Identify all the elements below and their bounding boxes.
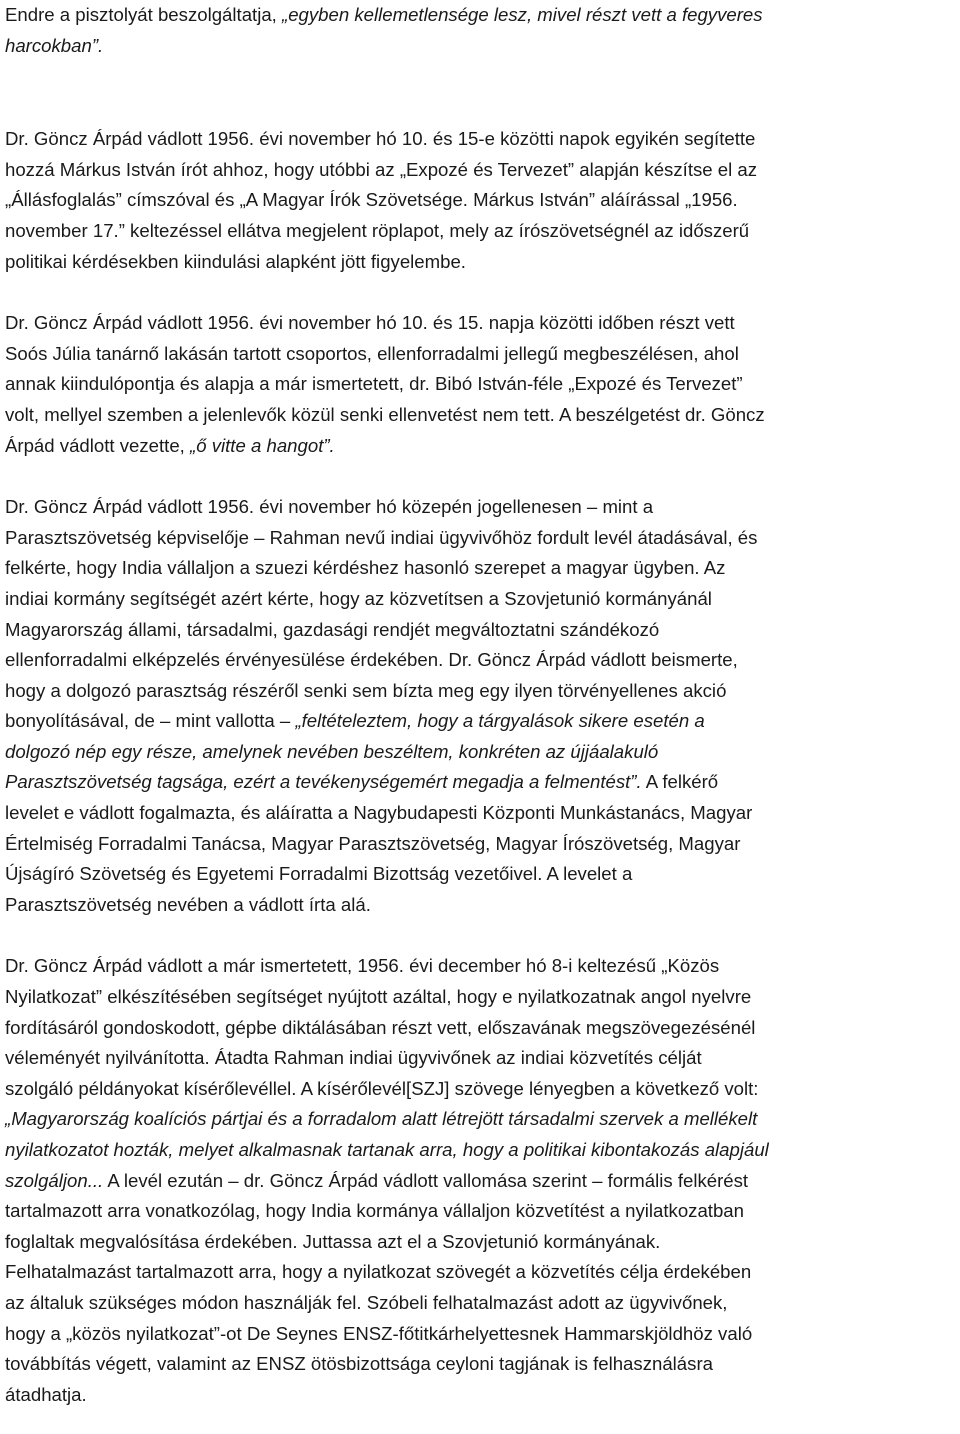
text-run: Parasztszövetség képviselője – Rahman nevű indiai ügyvivőhöz fordult levél átadásával, és [5, 526, 758, 548]
text-line [5, 1349, 960, 1380]
text-run: véleményét nyilvánította. Átadta Rahman indiai ügyvivőnek az indiai közvetítés célját [5, 1047, 702, 1069]
text-run: volt, mellyel szemben a jelenlevők közül senki ellenvetést nem tett. A beszélgetést dr. Göncz [5, 403, 765, 425]
text-line [5, 1166, 960, 1197]
italic-text-run: nyilatkozatot hozták, melyet alkalmasnak tartanak arra, hogy a politikai kibontakozás alapjául [5, 1139, 769, 1160]
text-run: november 17.” keltezéssel ellátva megjelent röplapot, mely az írószövetségnél az időszerű [5, 219, 750, 241]
text-run: Árpád vádlott vezette, [5, 434, 191, 456]
text-run: Újságíró Szövetség és Egyetemi Forradalmi Bizottság vezetőivel. A levelet a [5, 863, 633, 885]
text-run: Endre a pisztolyát beszolgáltatja, [5, 4, 282, 25]
text-line [5, 369, 960, 400]
text-line [5, 216, 960, 247]
italic-text-run: „feltételeztem, hogy a tárgyalások sikere esetén a [295, 710, 705, 732]
paragraph-p4 [5, 492, 960, 920]
text-run: levelet e vádlott fogalmazta, és aláíratta a Nagybudapesti Központi Munkástanács, Magyar [5, 802, 753, 824]
text-line [5, 890, 960, 921]
text-line [5, 155, 960, 186]
text-run: Dr. Göncz Árpád vádlott 1956. évi november hó közepén jogellenesen – mint a [5, 496, 654, 518]
text-run: az általuk szükséges módon használják fel. Szóbeli felhatalmazást adott az ügyvivőnek, [5, 1291, 728, 1313]
paragraph-p1 [5, 0, 960, 61]
text-run: fordításáról gondoskodott, gépbe diktálásában részt vett, előszavának megszövegezésénél [5, 1016, 756, 1038]
text-line [5, 553, 960, 584]
text-run: átadhatja. [5, 1383, 87, 1405]
text-line [5, 676, 960, 707]
italic-text-run: „egyben kellemetlensége lesz, mivel részt vett a fegyveres [282, 4, 763, 25]
text-line [5, 1043, 960, 1074]
text-run: indiai kormány segítségét azért kérte, hogy az közvetítsen a Szovjetunió kormányánál [5, 587, 712, 609]
paragraph-gap [5, 277, 960, 308]
text-line [5, 124, 960, 155]
italic-text-run: „Magyarország koalíciós pártjai és a forradalom alatt létrejött társadalmi szervek a mellékelt [5, 1108, 758, 1130]
text-run: hozzá Márkus István írót ahhoz, hogy utóbbi az „Expozé és Tervezet” alapján készítse el az [5, 158, 758, 180]
italic-text-run: szolgáljon... [5, 1169, 104, 1191]
text-line [5, 829, 960, 860]
paragraph-p2 [5, 124, 960, 277]
text-line [5, 1013, 960, 1044]
text-line [5, 615, 960, 646]
paragraph-gap [5, 920, 960, 951]
text-run: hogy a dolgozó parasztság részéről senki sem bízta meg egy ilyen törvényellenes akció [5, 679, 727, 701]
italic-text-run: „ő vitte a hangot”. [190, 434, 335, 456]
italic-text-run: harcokban”. [5, 34, 104, 56]
text-run: továbbítás végett, valamint az ENSZ ötösbizottsága ceyloni tagjának is felhasználásra [5, 1353, 713, 1375]
text-line [5, 767, 960, 798]
text-run: „Állásfoglalás” címszóval és „A Magyar Írók Szövetsége. Márkus István” aláírással „1956. [5, 189, 738, 211]
text-line [5, 982, 960, 1013]
text-run: szolgáló példányokat kísérőlevéllel. A kísérőlevél[SZJ] szövege lényegben a következő volt: [5, 1077, 759, 1099]
text-run: tartalmazott arra vonatkozólag, hogy India kormánya vállaljon közvetítést a nyilatkozatban [5, 1200, 744, 1222]
text-run: Értelmiség Forradalmi Tanácsa, Magyar Parasztszövetség, Magyar Írószövetség, Magyar [5, 832, 741, 854]
paragraph-gap [5, 461, 960, 492]
text-line [5, 951, 960, 982]
text-run: Felhatalmazást tartalmazott arra, hogy a nyilatkozat szövegét a közvetítés célja érdekében [5, 1261, 752, 1283]
document-page [5, 0, 960, 1410]
text-line [5, 1319, 960, 1350]
paragraph-p5 [5, 951, 960, 1410]
text-run: hogy a „közös nyilatkozat”-ot De Seynes ENSZ-főtitkárhelyettesnek Hammarskjöldhöz való [5, 1322, 753, 1344]
text-line [5, 523, 960, 554]
text-run: Dr. Göncz Árpád vádlott 1956. évi november hó 10. és 15. napja közötti időben részt vett [5, 312, 735, 334]
text-run: felkérte, hogy India vállaljon a szuezi kérdéshez hasonló szerepet a magyar ügyben. Az [5, 557, 726, 579]
text-line [5, 308, 960, 339]
text-line [5, 1135, 960, 1166]
text-run: Magyarország állami, társadalmi, gazdasági rendjét megváltoztatni szándékozó [5, 618, 660, 640]
text-line [5, 492, 960, 523]
text-run: Soós Júlia tanárnő lakásán tartott csoportos, ellenforradalmi jellegű megbeszélésen, ahol [5, 342, 739, 364]
text-line [5, 185, 960, 216]
text-line [5, 247, 960, 278]
text-line [5, 1196, 960, 1227]
text-line [5, 1257, 960, 1288]
text-line [5, 798, 960, 829]
text-run: foglaltak megvalósítása érdekében. Juttassa azt el a Szovjetunió kormányának. [5, 1230, 661, 1252]
text-run: Dr. Göncz Árpád vádlott 1956. évi november hó 10. és 15-e közötti napok egyikén segítette [5, 128, 756, 150]
text-line [5, 1227, 960, 1258]
text-line [5, 584, 960, 615]
paragraph-gap [5, 61, 960, 124]
text-run: Dr. Göncz Árpád vádlott a már ismertetett, 1956. évi december hó 8-i keltezésű „Közös [5, 955, 720, 977]
italic-text-run: Parasztszövetség tagsága, ezért a tevékenységemért megadja a felmentést”. [5, 771, 642, 793]
text-run: Nyilatkozat” elkészítésében segítséget nyújtott azáltal, hogy e nyilatkozatnak angol nyelvre [5, 986, 752, 1008]
text-line [5, 1288, 960, 1319]
text-run: bonyolításával, de – mint vallotta – [5, 710, 296, 732]
text-line [5, 706, 960, 737]
text-line [5, 737, 960, 768]
text-line [5, 1380, 960, 1411]
italic-text-run: dolgozó nép egy része, amelynek nevében beszéltem, konkréten az újjáalakuló [5, 740, 659, 762]
text-line [5, 1104, 960, 1135]
text-run: politikai kérdésekben kiindulási alapként jött figyelembe. [5, 250, 466, 272]
text-run: ellenforradalmi elképzelés érvényesülése érdekében. Dr. Göncz Árpád vádlott beismerte, [5, 649, 738, 671]
text-line [5, 431, 960, 462]
text-run: Parasztszövetség nevében a vádlott írta alá. [5, 893, 371, 915]
text-line [5, 1074, 960, 1105]
text-run: A felkérő [641, 771, 719, 793]
text-line [5, 339, 960, 370]
text-run: A levél ezután – dr. Göncz Árpád vádlott vallomása szerint – formális felkérést [103, 1169, 749, 1191]
text-run: annak kiindulópontja és alapja a már ismertetett, dr. Bibó István-féle „Expozé és Tervezet” [5, 373, 743, 395]
text-line [5, 645, 960, 676]
paragraph-p3 [5, 308, 960, 461]
text-line [5, 0, 960, 31]
text-line [5, 31, 960, 62]
text-line [5, 400, 960, 431]
text-line [5, 859, 960, 890]
